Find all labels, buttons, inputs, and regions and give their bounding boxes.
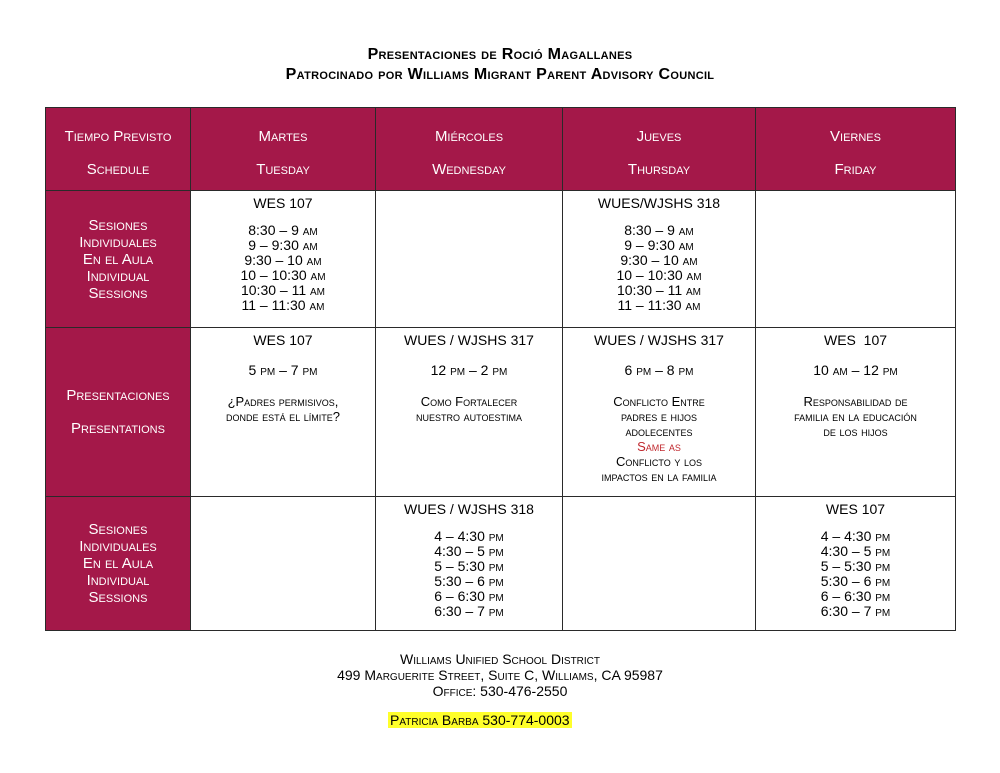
location-label: WUES/WJSHS 318 bbox=[597, 195, 721, 211]
time-slot: 4 – 4:30 pm bbox=[434, 528, 504, 544]
cell-thursday-evening-empty bbox=[563, 497, 756, 631]
time-slot: 6 – 6:30 pm bbox=[434, 588, 504, 604]
row-presentations bbox=[46, 328, 956, 497]
presentation-topic bbox=[563, 394, 755, 484]
cell-thursday-morning bbox=[563, 191, 756, 328]
presentation-topic bbox=[191, 394, 375, 424]
row-label-line: En el Aula bbox=[82, 250, 154, 268]
header-tuesday bbox=[191, 108, 376, 191]
time-slot: 9 – 9:30 am bbox=[624, 237, 694, 253]
time-slot: 9:30 – 10 am bbox=[620, 252, 698, 268]
presentation-time: 12 pm – 2 pm bbox=[430, 362, 508, 378]
header-day-en: Thursday bbox=[627, 161, 691, 178]
time-slot: 4 – 4:30 pm bbox=[820, 528, 891, 544]
time-slot: 6:30 – 7 pm bbox=[820, 603, 891, 619]
cell-thursday-presentation bbox=[563, 328, 756, 497]
time-slot-list bbox=[563, 223, 755, 313]
time-slot: 10:30 – 11 am bbox=[240, 282, 326, 298]
header-day-en: Tuesday bbox=[256, 161, 310, 178]
location-label: WES 107 bbox=[253, 332, 313, 348]
contact-highlight: Patricia Barba 530-774-0003 bbox=[390, 712, 570, 728]
topic-line: padres e hijos bbox=[620, 409, 698, 424]
time-slot: 9 – 9:30 am bbox=[248, 237, 318, 253]
time-slot: 5:30 – 6 pm bbox=[434, 573, 504, 589]
row-label-individual-sessions bbox=[46, 497, 191, 631]
district-name: Williams Unified School District bbox=[399, 651, 601, 667]
header-day-es: Miércoles bbox=[434, 128, 504, 145]
row-label-line: Sesiones bbox=[88, 521, 148, 538]
district-address: 499 Marguerite Street, Suite C, Williams, CA 95987 bbox=[337, 667, 663, 683]
time-slot: 10 – 10:30 am bbox=[240, 267, 326, 283]
header-schedule bbox=[46, 108, 191, 191]
presentation-time: 5 pm – 7 pm bbox=[248, 362, 318, 378]
time-slot: 11 – 11:30 am bbox=[617, 297, 701, 313]
time-slot: 8:30 – 9 am bbox=[248, 222, 318, 238]
presentation-time: 6 pm – 8 pm bbox=[624, 362, 694, 378]
time-slot-list bbox=[191, 223, 375, 313]
row-label-line: Individual bbox=[86, 267, 150, 285]
topic-line: donde está el límite? bbox=[225, 409, 341, 424]
cell-wednesday-evening bbox=[376, 497, 563, 631]
time-slot: 10 – 10:30 am bbox=[616, 267, 702, 283]
location-label: WES 107 bbox=[253, 195, 313, 211]
time-slot: 9:30 – 10 am bbox=[244, 252, 322, 268]
header-friday bbox=[756, 108, 956, 191]
location-label: WES 107 bbox=[823, 332, 888, 348]
page-title: Presentaciones de Roció Magallanes bbox=[367, 46, 633, 63]
header-thursday bbox=[563, 108, 756, 191]
header-day-en: Friday bbox=[834, 161, 877, 178]
cell-tuesday-morning bbox=[191, 191, 376, 328]
header-day-en: Wednesday bbox=[432, 161, 506, 178]
header-day-es: Martes bbox=[258, 128, 308, 145]
time-slot: 5:30 – 6 pm bbox=[820, 573, 891, 589]
row-label-line: Individual bbox=[86, 572, 150, 589]
header-schedule-es: Tiempo Previsto bbox=[64, 128, 172, 145]
time-slot: 5 – 5:30 pm bbox=[434, 558, 504, 574]
time-slot: 4:30 – 5 pm bbox=[820, 543, 891, 559]
header-day-es: Jueves bbox=[636, 128, 682, 145]
cell-friday-presentation bbox=[756, 328, 956, 497]
row-label-line: Sesiones bbox=[88, 216, 148, 234]
topic-line: ¿Padres permisivos, bbox=[227, 394, 339, 409]
topic-line: Conflicto y los bbox=[616, 454, 702, 469]
row-label-line: Presentaciones bbox=[66, 387, 170, 404]
presentation-topic bbox=[756, 394, 955, 439]
time-slot: 4:30 – 5 pm bbox=[434, 543, 504, 559]
topic-line: familia en la educación bbox=[794, 409, 917, 424]
row-label-presentations bbox=[46, 328, 191, 497]
topic-line: de los hijos bbox=[823, 424, 888, 439]
location-label: WES 107 bbox=[825, 501, 886, 517]
row-label-line: Presentations bbox=[71, 420, 165, 437]
cell-friday-evening bbox=[756, 497, 956, 631]
time-slot: 11 – 11:30 am bbox=[241, 297, 325, 313]
topic-line: Responsabilidad de bbox=[803, 394, 908, 409]
row-label-line: Individuales bbox=[79, 538, 157, 555]
row-label-line: Individuales bbox=[79, 233, 157, 251]
time-slot: 8:30 – 9 am bbox=[624, 222, 694, 238]
topic-line: nuestro autoestima bbox=[416, 409, 522, 424]
presentation-time: 10 am – 12 pm bbox=[813, 362, 898, 378]
schedule-table bbox=[45, 107, 956, 631]
header-day-es: Viernes bbox=[830, 128, 881, 145]
location-label: WUES / WJSHS 318 bbox=[404, 501, 534, 517]
cell-friday-morning-empty bbox=[756, 191, 956, 328]
location-label: WUES / WJSHS 317 bbox=[404, 332, 534, 348]
page-subtitle: Patrocinado por Williams Migrant Parent Advisory Council bbox=[285, 66, 715, 83]
header-schedule-en: Schedule bbox=[86, 161, 150, 178]
cell-tuesday-evening-empty bbox=[191, 497, 376, 631]
row-label-line: Sessions bbox=[88, 589, 148, 606]
cell-tuesday-presentation bbox=[191, 328, 376, 497]
header-wednesday bbox=[376, 108, 563, 191]
topic-line: Conflicto Entre bbox=[613, 394, 705, 409]
topic-line: Como Fortalecer bbox=[420, 394, 518, 409]
row-label-line: Sessions bbox=[88, 284, 148, 302]
topic-line: adolecentes bbox=[625, 424, 693, 439]
row-label-individual-sessions bbox=[46, 191, 191, 328]
time-slot: 10:30 – 11 am bbox=[616, 282, 702, 298]
location-label: WUES / WJSHS 317 bbox=[594, 332, 724, 348]
time-slot: 5 – 5:30 pm bbox=[820, 558, 891, 574]
time-slot-list bbox=[756, 529, 955, 619]
time-slot-list bbox=[376, 529, 562, 619]
time-slot: 6 – 6:30 pm bbox=[820, 588, 891, 604]
cell-wednesday-presentation bbox=[376, 328, 563, 497]
row-morning-sessions bbox=[46, 191, 956, 328]
time-slot: 6:30 – 7 pm bbox=[434, 603, 504, 619]
same-as-note: Same as bbox=[637, 439, 681, 454]
row-label-line: En el Aula bbox=[82, 555, 154, 572]
topic-line: impactos en la familia bbox=[601, 469, 717, 484]
header-row bbox=[46, 108, 956, 191]
presentation-topic bbox=[376, 394, 562, 424]
district-phone: Office: 530-476-2550 bbox=[432, 683, 568, 699]
cell-wednesday-morning-empty bbox=[376, 191, 563, 328]
row-evening-sessions bbox=[46, 497, 956, 631]
